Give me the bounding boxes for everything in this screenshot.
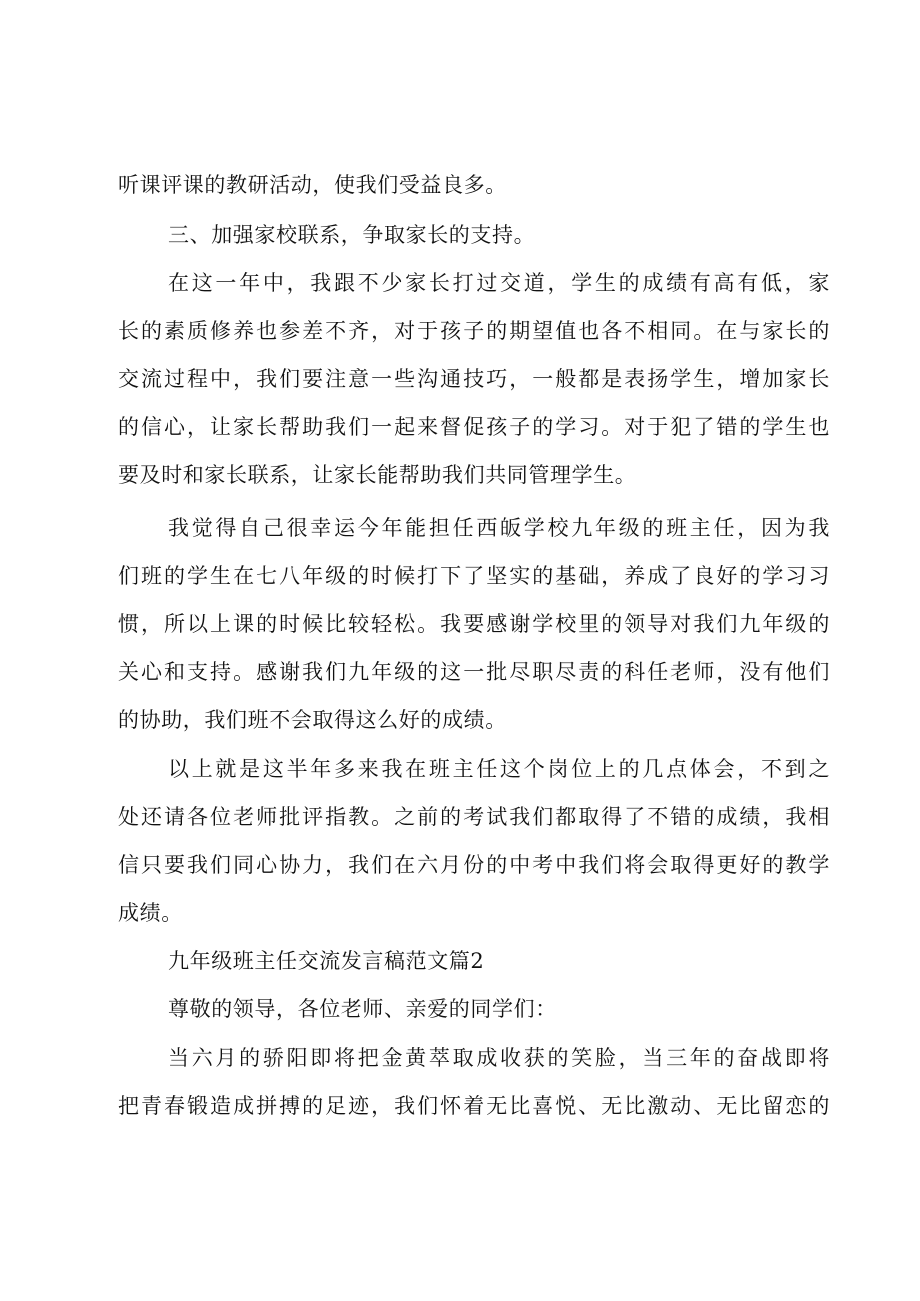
article-title-2: 九年级班主任交流发言稿范文篇2 <box>168 949 485 973</box>
text-line-8: 我觉得自己很幸运今年能担任西皈学校九年级的班主任，因为我 <box>168 516 830 540</box>
text-line-9: 们班的学生在七八年级的时候打下了坚实的基础，养成了良好的学习习 <box>118 564 830 588</box>
text-line-20: 把青春锻造成拼搏的足迹，我们怀着无比喜悦、无比激动、无比留恋的 <box>118 1094 830 1118</box>
section-heading-3: 三、加强家校联系，争取家长的支持。 <box>168 223 536 247</box>
text-line-13: 以上就是这半年多来我在班主任这个岗位上的几点体会，不到之 <box>168 757 830 781</box>
text-line-5: 交流过程中，我们要注意一些沟通技巧，一般都是表扬学生，增加家长 <box>118 367 830 391</box>
text-line-10: 惯，所以上课的时候比较轻松。我要感谢学校里的领导对我们九年级的 <box>118 612 830 636</box>
salutation-line: 尊敬的领导，各位老师、亲爱的同学们： <box>168 997 557 1021</box>
text-line-14: 处还请各位老师批评指教。之前的考试我们都取得了不错的成绩，我相 <box>118 805 830 829</box>
text-line-4: 长的素质修养也参差不齐，对于孩子的期望值也各不相同。在与家长的 <box>118 319 830 343</box>
text-line-15: 信只要我们同心协力，我们在六月份的中考中我们将会取得更好的教学 <box>118 853 830 877</box>
text-line-6: 的信心，让家长帮助我们一起来督促孩子的学习。对于犯了错的学生也 <box>118 415 830 439</box>
text-line-1: 听课评课的教研活动，使我们受益良多。 <box>118 173 507 197</box>
text-line-11: 关心和支持。感谢我们九年级的这一批尽职尽责的科任老师，没有他们 <box>118 660 830 684</box>
text-line-16: 成绩。 <box>118 901 183 925</box>
text-line-19: 当六月的骄阳即将把金黄萃取成收获的笑脸，当三年的奋战即将 <box>168 1046 830 1070</box>
text-line-12: 的协助，我们班不会取得这么好的成绩。 <box>118 708 507 732</box>
text-line-7: 要及时和家长联系，让家长能帮助我们共同管理学生。 <box>118 463 637 487</box>
text-line-3: 在这一年中，我跟不少家长打过交道，学生的成绩有高有低，家 <box>168 271 830 295</box>
